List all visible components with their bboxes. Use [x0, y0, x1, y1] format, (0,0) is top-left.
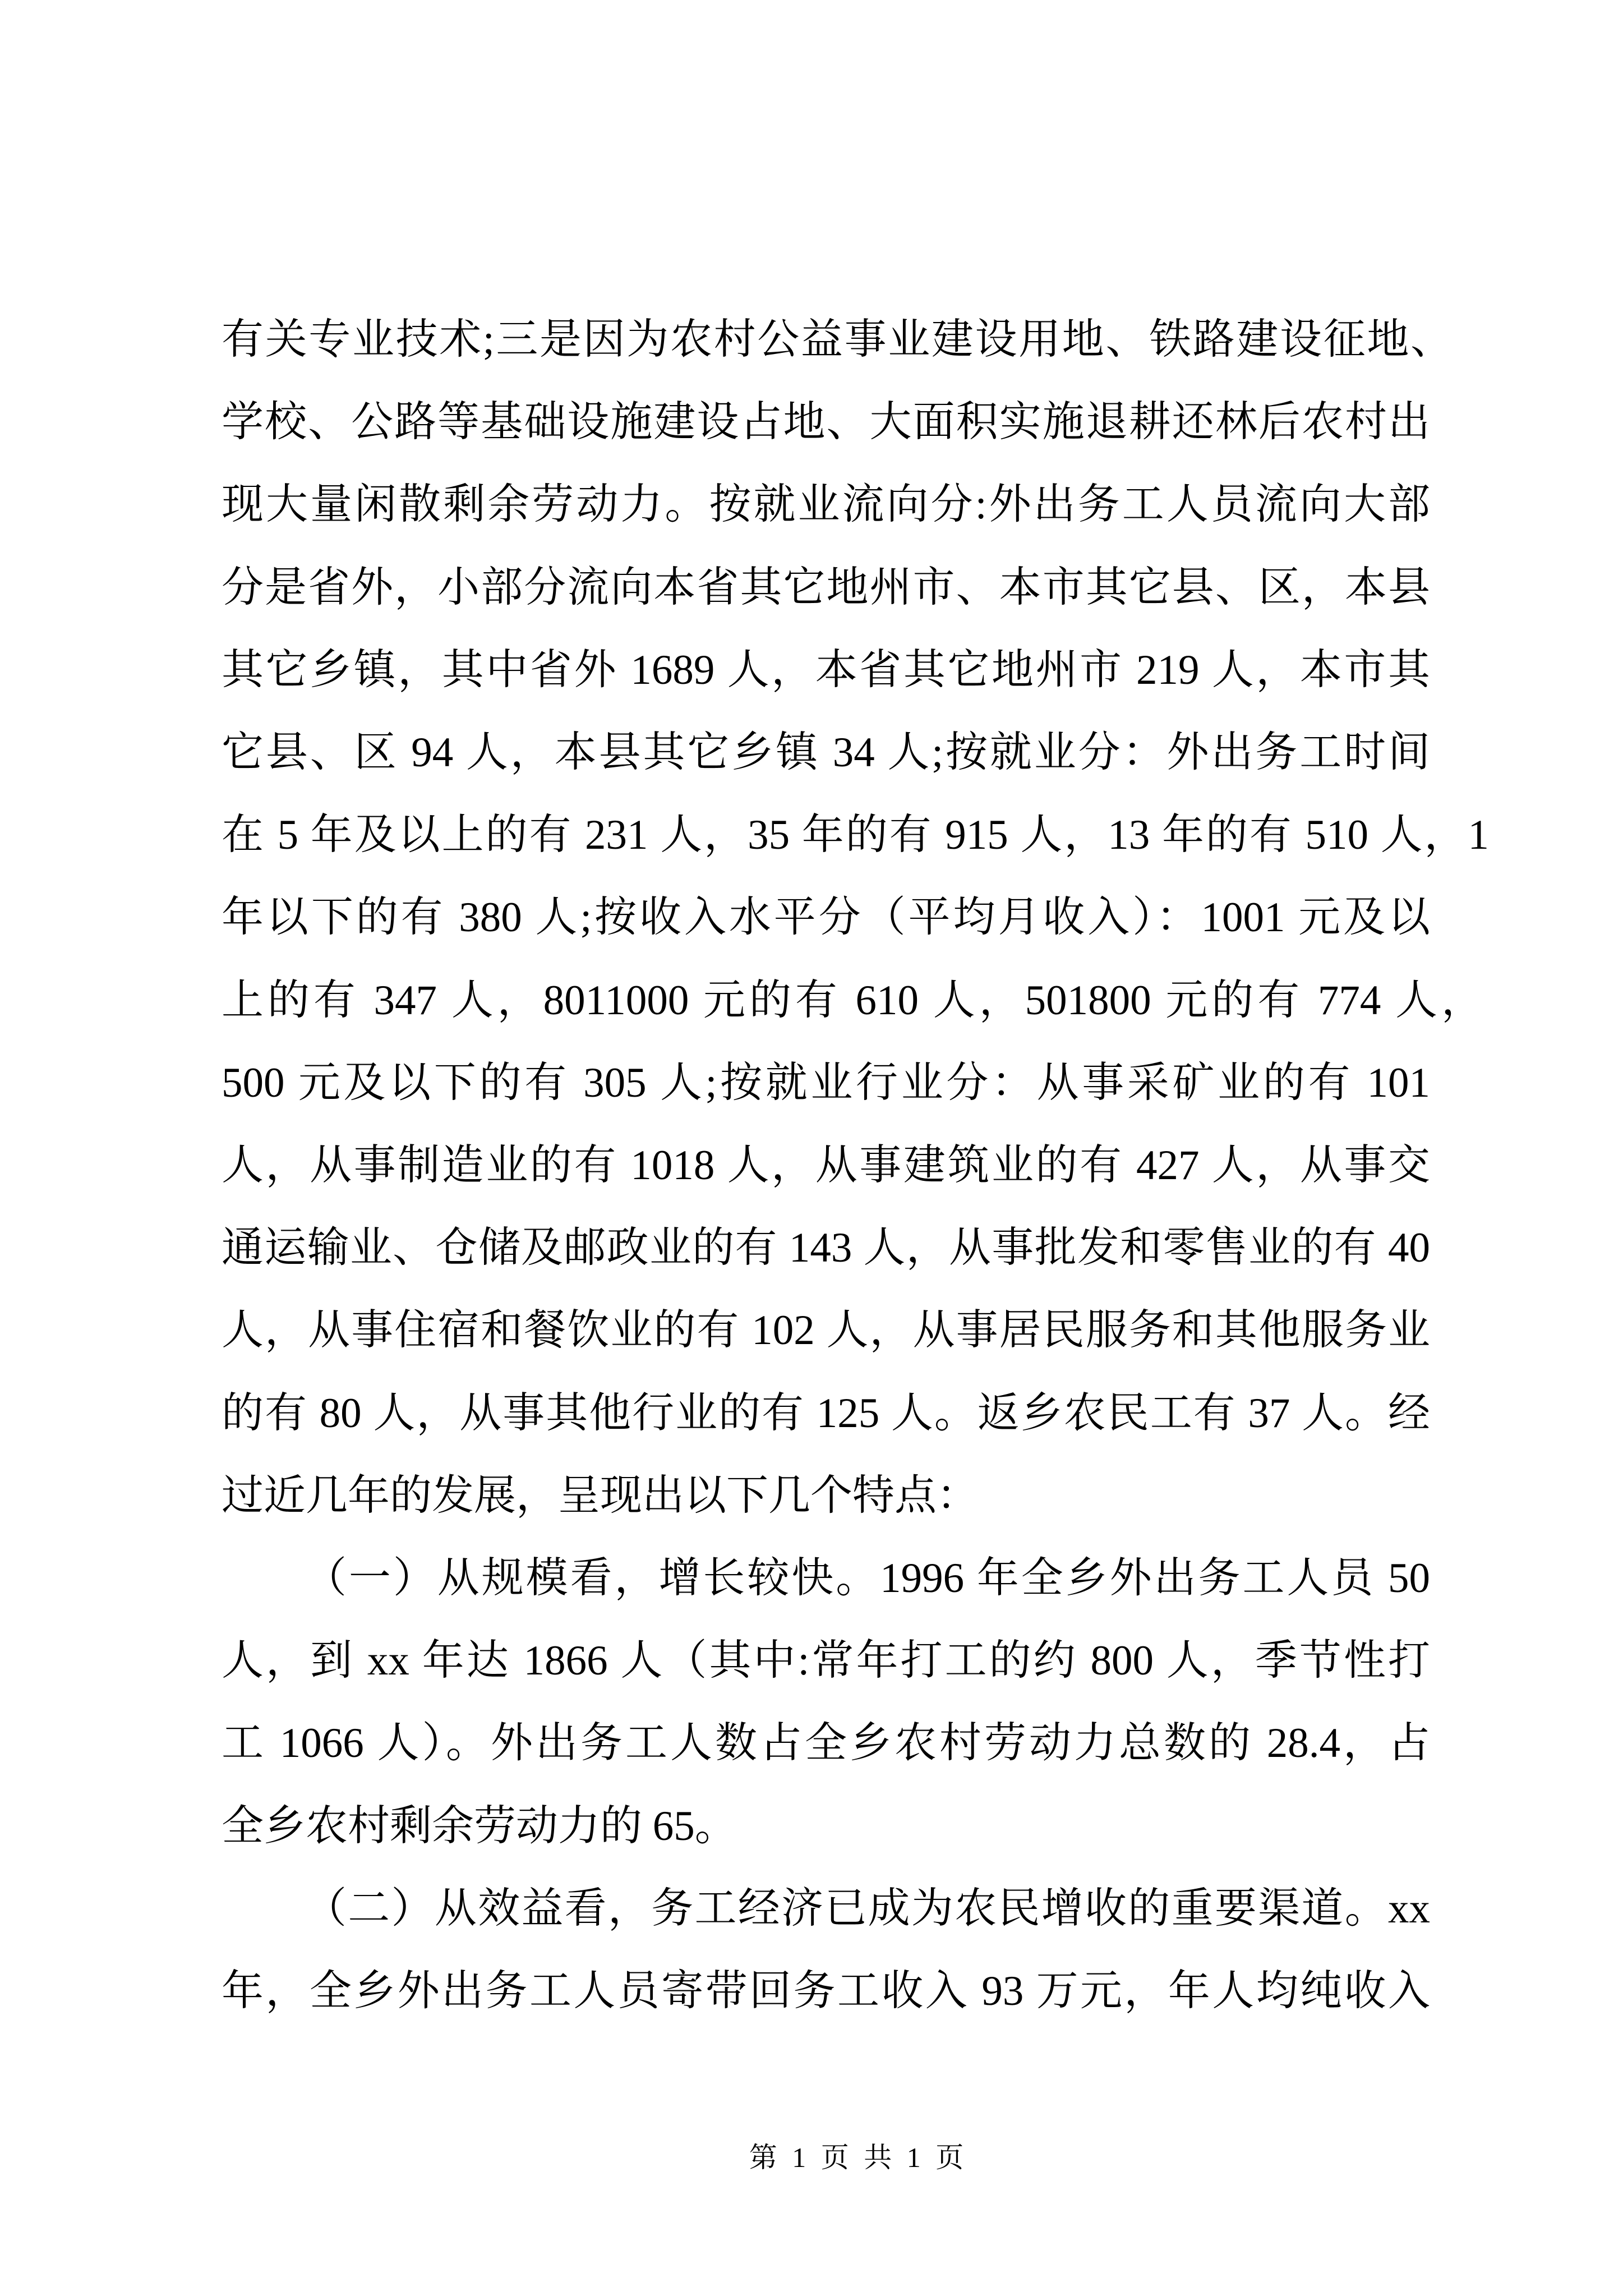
text-line: 有关专业技术;三是因为农村公益事业建设用地、铁路建设征地、	[222, 316, 1453, 363]
text-line: 全乡农村剩余劳动力的 65。	[222, 1802, 737, 1849]
text-line: 500 元及以下的有 305 人;按就业行业分：从事采矿业的有 101	[222, 1059, 1430, 1106]
text-line: 通运输业、仓储及邮政业的有 143 人，从事批发和零售业的有 40	[222, 1225, 1430, 1272]
text-line: 学校、公路等基础设施建设占地、大面积实施退耕还林后农村出	[222, 399, 1430, 446]
text-line: 过近几年的发展，呈现出以下几个特点：	[222, 1472, 979, 1519]
body-text	[222, 298, 1511, 2032]
text-line: 的有 80 人，从事其他行业的有 125 人。返乡农民工有 37 人。经	[222, 1389, 1430, 1437]
text-line: （二）从效益看，务工经济已成为农民增收的重要渠道。xx	[305, 1885, 1430, 1932]
text-line: （一）从规模看，增长较快。1996 年全乡外出务工人员 50	[305, 1555, 1430, 1602]
text-line: 年，全乡外出务工人员寄带回务工收入 93 万元，年人均纯收入	[222, 1968, 1430, 2015]
text-line: 人，到 xx 年达 1866 人（其中:常年打工的约 800 人，季节性打	[222, 1637, 1430, 1685]
text-line: 其它乡镇，其中省外 1689 人，本省其它地州市 219 人，本市其	[222, 646, 1430, 693]
text-line: 人，从事制造业的有 1018 人，从事建筑业的有 427 人，从事交	[222, 1142, 1430, 1189]
text-line: 分是省外，小部分流向本省其它地州市、本市其它县、区，本县	[222, 564, 1430, 611]
text-line: 上的有 347 人，8011000 元的有 610 人，501800 元的有 774 人，	[222, 977, 1483, 1024]
paragraph	[222, 1867, 1511, 2032]
text-line: 年以下的有 380 人;按收入水平分（平均月收入）：1001 元及以	[222, 894, 1430, 941]
paragraph	[222, 1537, 1511, 1867]
text-line: 人，从事住宿和餐饮业的有 102 人，从事居民服务和其他服务业	[222, 1307, 1430, 1354]
text-line: 它县、区 94 人，本县其它乡镇 34 人;按就业分：外出务工时间	[222, 729, 1430, 776]
text-line: 在 5 年及以上的有 231 人，35 年的有 915 人，13 年的有 510 人，1	[222, 812, 1489, 859]
text-line: 现大量闲散剩余劳动力。按就业流向分:外出务工人员流向大部	[222, 481, 1430, 528]
paragraph	[222, 298, 1511, 1537]
page-footer	[745, 2138, 970, 2177]
page-number-label: 第 1 页 共 1 页	[749, 2142, 966, 2173]
text-line: 工 1066 人）。外出务工人数占全乡农村劳动力总数的 28.4，占	[222, 1720, 1430, 1767]
